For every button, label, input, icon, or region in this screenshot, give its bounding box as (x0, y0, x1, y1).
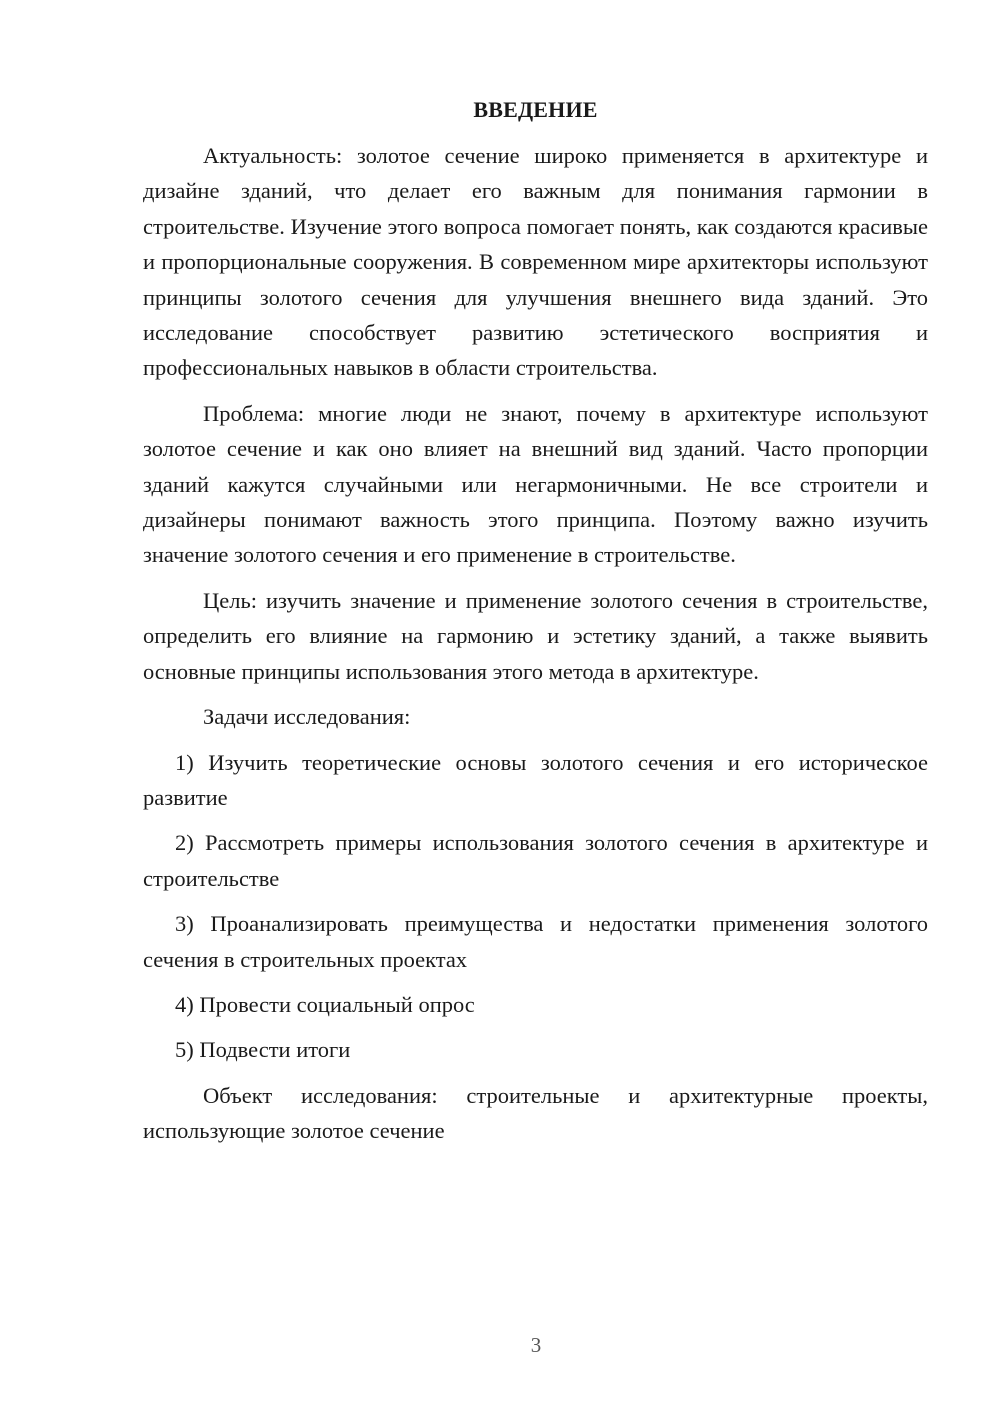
task-item-1: 1) Изучить теоретические основы золотого сечения и его историческое развитие (143, 749, 928, 810)
task-item-5: 5) Подвести итоги (175, 1037, 351, 1063)
task-item-2: 2) Рассмотреть примеры использования золотого сечения в архитектуре и строительстве (143, 830, 928, 891)
section-heading: ВВЕДЕНИЕ (473, 97, 598, 122)
page-content (143, 94, 928, 1159)
object-paragraph: Объект исследования: строительные и архитектурные проекты, использующие золотое сечение (143, 1082, 928, 1144)
relevance-paragraph: Актуальность: золотое сечение широко применяется в архитектуре и дизайне зданий, что делает его важным для понимания гармонии в строительстве. Изучение этого вопроса помогает понять, как создаются красивые и пропорциональные сооружения. В современном мире архитекторы используют принципы золотого сечения для улучшения внешнего вида зданий. Это исследование способствует развитию эстетического восприятия и профессиональных навыков в области строительства. (143, 143, 928, 381)
page-number: 3 (530, 1333, 542, 1357)
task-item-3: 3) Проанализировать преимущества и недостатки применения золотого сечения в строительных проектах (143, 911, 928, 972)
goal-paragraph: Цель: изучить значение и применение золотого сечения в строительстве, определить его влияние на гармонию и эстетику зданий, а также выявить основные принципы использования этого метода в архитектуре. (143, 587, 928, 684)
tasks-intro: Задачи исследования: (203, 704, 411, 730)
task-item-4: 4) Провести социальный опрос (175, 991, 475, 1017)
problem-paragraph: Проблема: многие люди не знают, почему в архитектуре используют золотое сечение и как оно влияет на внешний вид зданий. Часто пропорции зданий кажутся случайными или негармоничными. Не все строители и дизайнеры понимают важность этого принципа. Поэтому важно изучить значение золотого сечения и его применение в строительстве. (143, 400, 928, 568)
